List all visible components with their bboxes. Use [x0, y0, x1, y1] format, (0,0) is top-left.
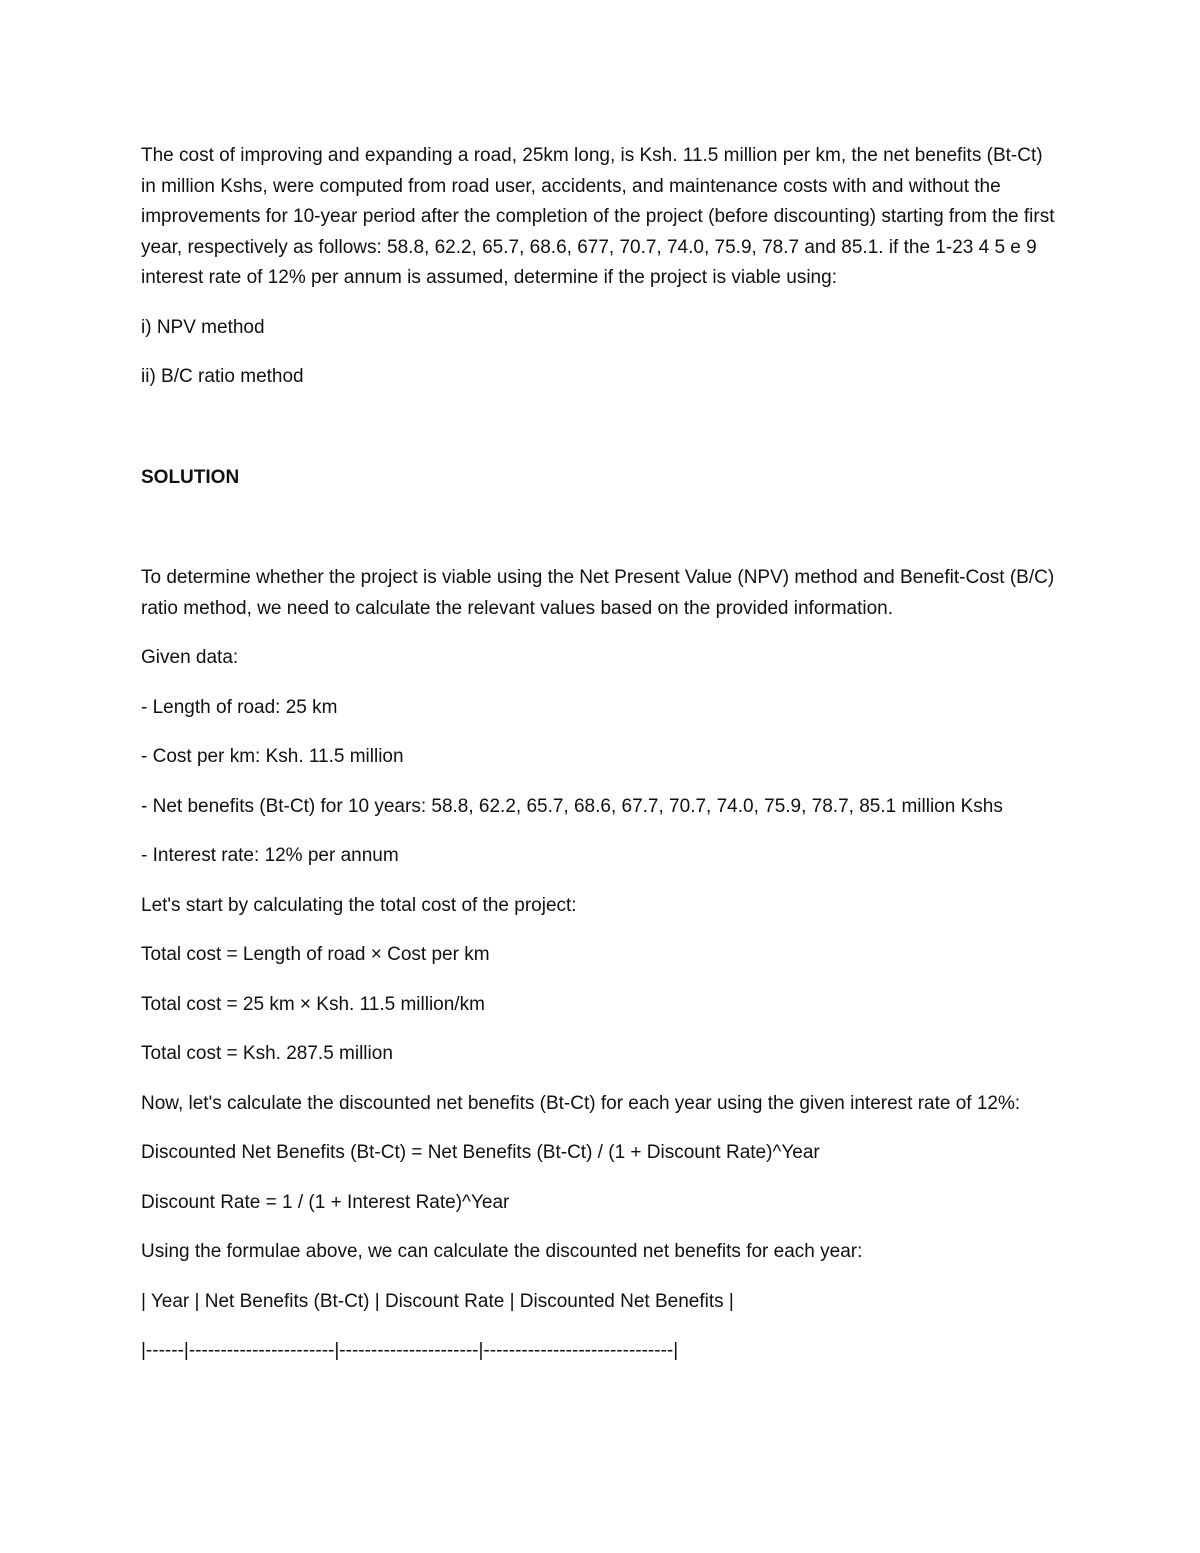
solution-heading: SOLUTION: [141, 466, 240, 488]
given-cost-per-km: - Cost per km: Ksh. 11.5 million: [141, 746, 404, 767]
total-cost-substitution: Total cost = 25 km × Ksh. 11.5 million/km: [141, 993, 485, 1015]
total-cost-intro: Let's start by calculating the total cost of the project:: [141, 894, 577, 916]
document-body: [141, 141, 1061, 1367]
solution-intro: To determine whether the project is viable using the Net Present Value (NPV) method and Benefit-Cost (B/C) ratio method, we need to calculate the relevant values based on the provided information.: [141, 567, 1060, 619]
problem-statement: The cost of improving and expanding a road, 25km long, is Ksh. 11.5 million per km, the net benefits (Bt-Ct) in million Kshs, were computed from road user, accidents, and maintenance costs with and without the improvements for 10-year period after the completion of the project (before discounting) starting from the first year, respectively as follows: 58.8, 62.2, 65.7, 68.6, 677, 70.7, 74.0, 75.9, 78.7 and 85.1. if the 1-23 4 5 e 9 interest rate of 12% per annum is assumed, determine if the project is viable using:: [141, 145, 1060, 288]
problem-part-ii: ii) B/C ratio method: [141, 366, 304, 387]
given-net-benefits: - Net benefits (Bt-Ct) for 10 years: 58.8, 62.2, 65.7, 68.6, 67.7, 70.7, 74.0, 75.9, 78.7, 85.1 million Kshs: [141, 795, 1003, 817]
total-cost-formula: Total cost = Length of road × Cost per km: [141, 944, 490, 965]
given-data-label: Given data:: [141, 647, 239, 668]
total-cost-result: Total cost = Ksh. 287.5 million: [141, 1043, 393, 1064]
problem-part-i: i) NPV method: [141, 316, 265, 338]
discount-intro: Now, let's calculate the discounted net benefits (Bt-Ct) for each year using the given interest rate of 12%:: [141, 1092, 1021, 1114]
given-interest-rate: - Interest rate: 12% per annum: [141, 845, 399, 866]
discount-formula-2: Discount Rate = 1 / (1 + Interest Rate)^Year: [141, 1191, 510, 1213]
table-header: | Year | Net Benefits (Bt-Ct) | Discount Rate | Discounted Net Benefits |: [141, 1290, 734, 1312]
table-separator: |------|-----------------------|----------------------|------------------------------|: [141, 1340, 679, 1361]
given-length: - Length of road: 25 km: [141, 696, 338, 718]
discount-formula-1: Discounted Net Benefits (Bt-Ct) = Net Benefits (Bt-Ct) / (1 + Discount Rate)^Year: [141, 1142, 820, 1163]
formulae-intro: Using the formulae above, we can calculate the discounted net benefits for each year:: [141, 1241, 863, 1262]
